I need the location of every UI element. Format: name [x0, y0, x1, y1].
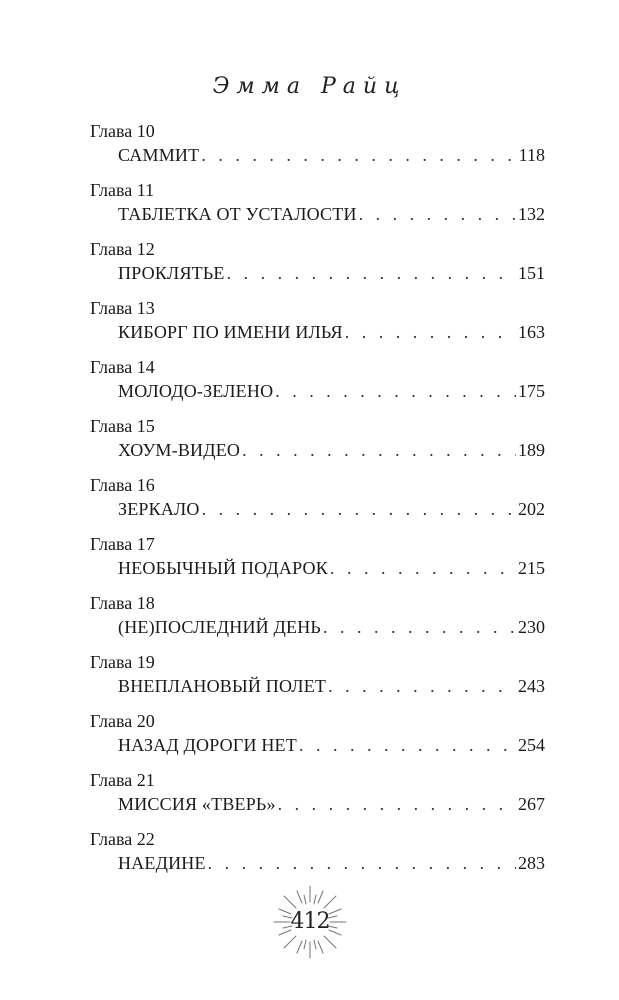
toc-entry	[90, 710, 545, 769]
running-head: Эмма Райц	[212, 74, 407, 99]
toc-entry	[90, 238, 545, 297]
chapter-page: 132	[518, 204, 545, 224]
chapter-label: Глава 15	[90, 416, 155, 436]
dot-leader	[242, 439, 516, 461]
dot-leader	[227, 262, 516, 284]
chapter-title: НЕОБЫЧНЫЙ ПОДАРОК	[118, 558, 328, 578]
toc-entry	[90, 533, 545, 592]
chapter-page: 215	[518, 558, 545, 578]
toc-entry	[90, 297, 545, 356]
dot-leader	[278, 793, 516, 815]
chapter-label: Глава 18	[90, 593, 155, 613]
chapter-label: Глава 20	[90, 711, 155, 731]
toc-entry	[90, 356, 545, 415]
toc-line	[118, 557, 545, 579]
dot-leader	[345, 321, 516, 343]
toc-line	[118, 262, 545, 284]
chapter-title: ВНЕПЛАНОВЫЙ ПОЛЕТ	[118, 676, 327, 696]
toc-line	[118, 439, 545, 461]
toc-line	[118, 793, 545, 815]
toc-line	[118, 852, 545, 874]
toc-entry	[90, 179, 545, 238]
chapter-label: Глава 13	[90, 298, 155, 318]
chapter-label: Глава 14	[90, 357, 155, 377]
toc-entry	[90, 828, 545, 887]
chapter-title: КИБОРГ ПО ИМЕНИ ИЛЬЯ	[118, 322, 343, 342]
chapter-page: 267	[518, 794, 545, 814]
dot-leader	[359, 203, 516, 225]
chapter-title: НАЕДИНЕ	[118, 853, 206, 873]
chapter-title: ХОУМ-ВИДЕО	[118, 440, 241, 460]
toc-line	[118, 203, 545, 225]
chapter-title: НАЗАД ДОРОГИ НЕТ	[118, 735, 297, 755]
dot-leader	[201, 144, 516, 166]
dot-leader	[330, 557, 516, 579]
chapter-page: 189	[518, 440, 545, 460]
toc-line	[118, 734, 545, 756]
dot-leader	[328, 675, 516, 697]
chapter-title: ТАБЛЕТКА ОТ УСТАЛОСТИ	[118, 204, 357, 224]
dot-leader	[202, 498, 516, 520]
dot-leader	[275, 380, 516, 402]
chapter-label: Глава 10	[90, 121, 155, 141]
chapter-label: Глава 21	[90, 770, 155, 790]
chapter-label: Глава 16	[90, 475, 155, 495]
toc-entry	[90, 769, 545, 828]
chapter-label: Глава 19	[90, 652, 155, 672]
toc-line	[118, 675, 545, 697]
chapter-title: ПРОКЛЯТЬЕ	[118, 263, 225, 283]
page-number: 412	[290, 909, 330, 934]
chapter-label: Глава 22	[90, 829, 155, 849]
chapter-title: МОЛОДО-ЗЕЛЕНО	[118, 381, 274, 401]
page-number-ornament	[268, 880, 352, 964]
toc-entry	[90, 120, 545, 179]
chapter-title: (НЕ)ПОСЛЕДНИЙ ДЕНЬ	[118, 617, 321, 637]
toc-line	[118, 380, 545, 402]
chapter-page: 151	[518, 263, 545, 283]
chapter-label: Глава 17	[90, 534, 155, 554]
chapter-label: Глава 11	[90, 180, 155, 200]
toc-line	[118, 321, 545, 343]
chapter-page: 118	[518, 145, 545, 165]
table-of-contents	[90, 120, 545, 887]
toc-entry	[90, 415, 545, 474]
chapter-page: 175	[518, 381, 545, 401]
toc-line	[118, 498, 545, 520]
chapter-label: Глава 12	[90, 239, 155, 259]
chapter-page: 202	[518, 499, 545, 519]
chapter-page: 254	[518, 735, 545, 755]
dot-leader	[208, 852, 516, 874]
chapter-page: 243	[518, 676, 545, 696]
toc-line	[118, 616, 545, 638]
chapter-page: 283	[518, 853, 545, 873]
toc-entry	[90, 592, 545, 651]
chapter-title: ЗЕРКАЛО	[118, 499, 200, 519]
toc-entry	[90, 651, 545, 710]
dot-leader	[323, 616, 516, 638]
chapter-title: САММИТ	[118, 145, 200, 165]
chapter-title: МИССИЯ «ТВЕРЬ»	[118, 794, 276, 814]
toc-entry	[90, 474, 545, 533]
chapter-page: 230	[518, 617, 545, 637]
dot-leader	[299, 734, 516, 756]
toc-line	[118, 144, 545, 166]
chapter-page: 163	[518, 322, 545, 342]
